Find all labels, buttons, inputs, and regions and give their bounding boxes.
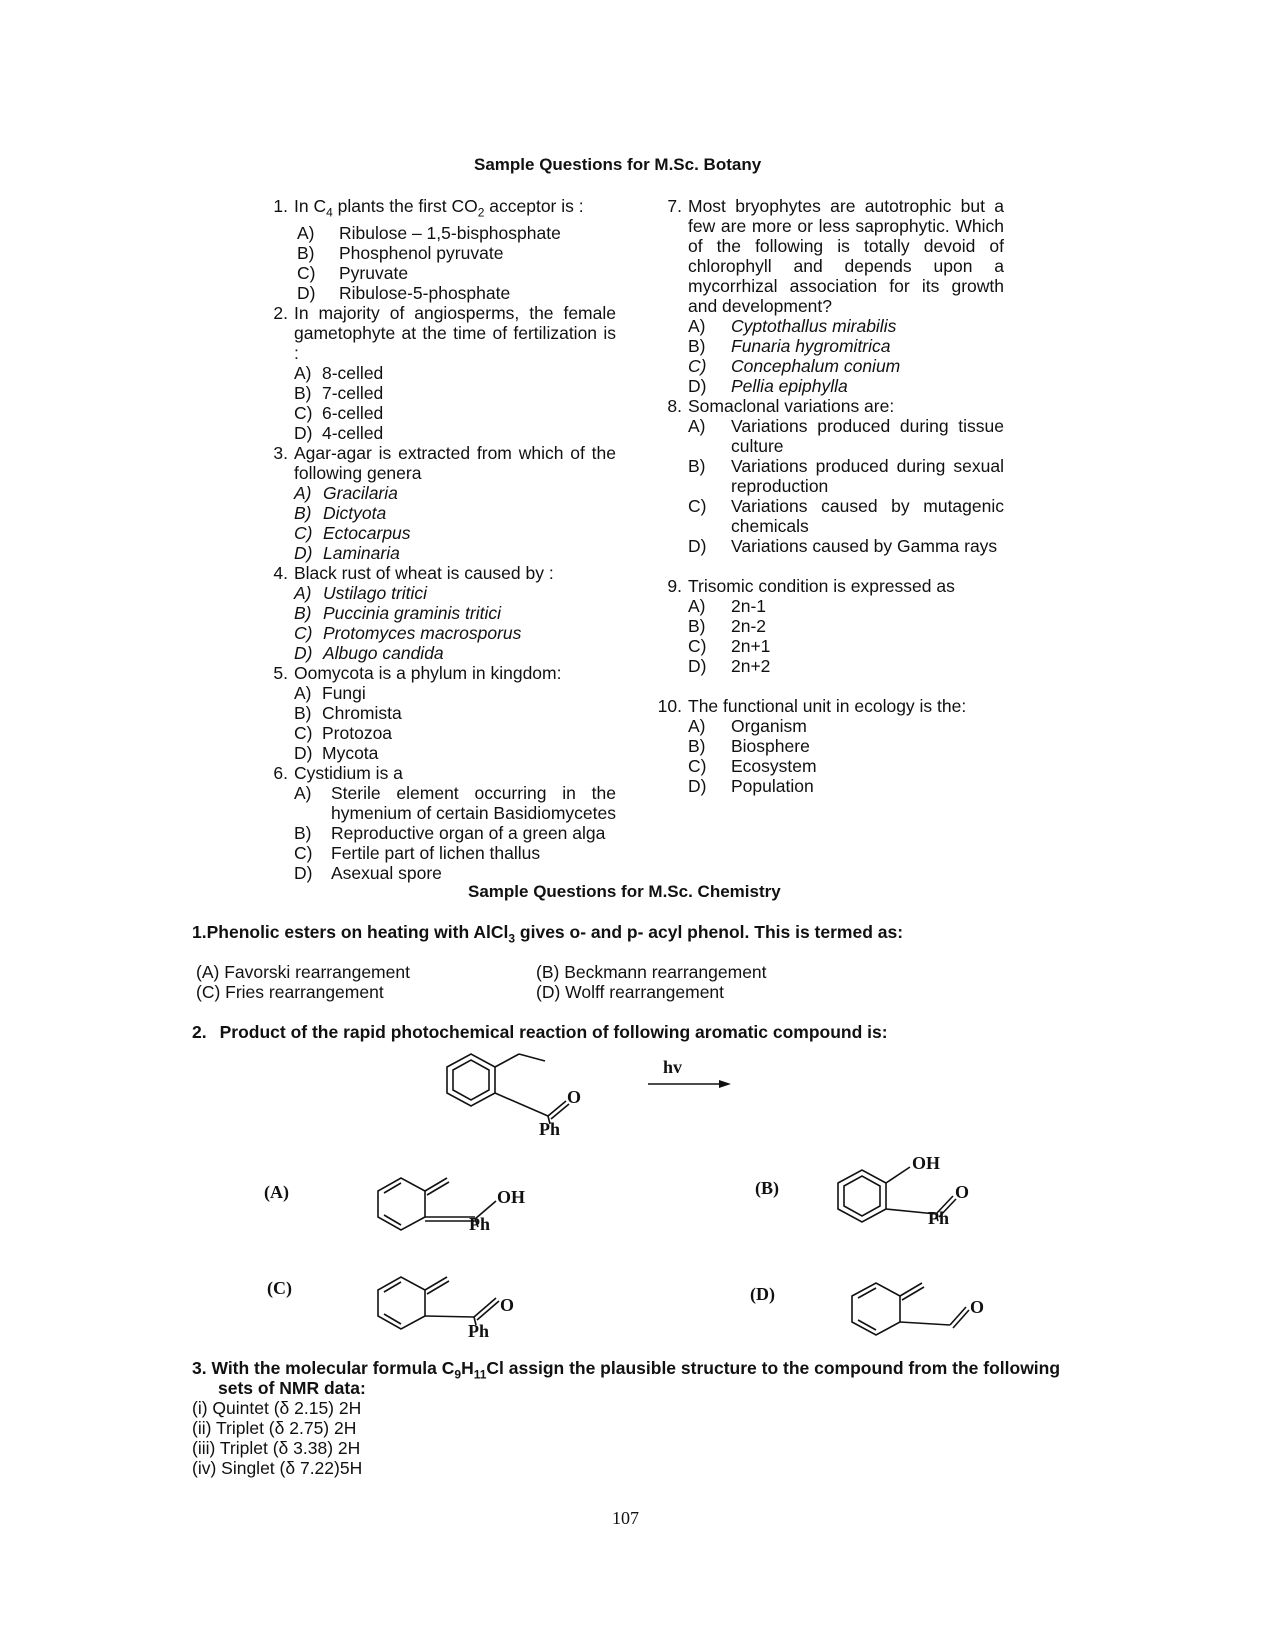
question-number: 5. <box>273 662 288 683</box>
option-b: B) Reproductive organ of a green alga <box>294 822 606 843</box>
option-d: D) 4-celled <box>294 422 384 443</box>
option-c: C) Protomyces macrosporus <box>294 622 522 643</box>
option-a: A) Ribulose – 1,5-bisphosphate <box>297 222 561 243</box>
option-d: D) Mycota <box>294 742 379 763</box>
option-d: D) 2n+2 <box>688 656 771 676</box>
reactant-structure <box>447 1054 569 1124</box>
option-d: D) Asexual spore <box>294 862 442 883</box>
option-c: C) Fertile part of lichen thallus <box>294 842 541 863</box>
chemistry-question-3-line2: sets of NMR data: <box>218 1378 366 1398</box>
question-number: 8. <box>667 396 682 416</box>
question-number: 2. <box>273 302 288 323</box>
option-b: B) Puccinia graminis tritici <box>294 602 501 623</box>
c-ph-label: Ph <box>468 1321 490 1341</box>
question-number: 1. <box>273 196 288 216</box>
question-text: Trisomic condition is expressed as <box>688 576 955 596</box>
reactant-o-label: O <box>567 1087 582 1107</box>
question-text: Most bryophytes are autotrophic but a few are more or less saprophytic. Which of the following is totally devoid of chlorophyll and depends upon a mycorrhizal association for its growth and development? <box>688 196 1004 316</box>
arrow-hv-label: hv <box>663 1057 683 1077</box>
chem-q1-option-b: (B) Beckmann rearrangement <box>536 962 767 982</box>
chemistry-question-3-text: 3. With the molecular formula $C_9H_{11}Cl$ assign the plausible structure to the compound from the following <box>192 1358 1061 1382</box>
option-c: C) 2n+1 <box>688 636 771 656</box>
option-a: A) 2n-1 <box>688 596 767 616</box>
option-c: C) Variations caused by mutagenic chemicals <box>688 496 1004 536</box>
option-a: A) Ustilago tritici <box>294 582 428 603</box>
question-text: Cystidium is a <box>294 762 403 783</box>
question-text: In majority of angiosperms, the female gametophyte at the time of fertilization is : <box>294 302 616 363</box>
option-d: D) Variations caused by Gamma rays <box>688 536 998 556</box>
option-b: B) Dictyota <box>294 502 387 523</box>
c-o-label: O <box>500 1295 515 1315</box>
label-c: (C) <box>267 1278 292 1298</box>
option-c: C) Ecosystem <box>688 756 817 776</box>
nmr-data-2: (ii) Triplet (δ 2.75) 2H <box>192 1418 357 1438</box>
question-number: 7. <box>667 196 682 216</box>
option-b: B) 7-celled <box>294 382 384 403</box>
chem-q1-option-c: (C) Fries rearrangement <box>196 982 384 1002</box>
option-a: A) Gracilaria <box>294 482 398 503</box>
botany-title: Sample Questions for M.Sc. Botany <box>474 155 762 174</box>
option-b: B) Phosphenol pyruvate <box>297 242 504 263</box>
chemistry-question-2-text: 2. Product of the rapid photochemical reaction of following aromatic compound is: <box>192 1022 888 1042</box>
option-d: D) Pellia epiphylla <box>688 376 848 396</box>
d-o-label: O <box>970 1297 985 1317</box>
option-c: C) Ectocarpus <box>294 522 411 543</box>
option-d: D) Ribulose-5-phosphate <box>297 282 511 303</box>
b-ph-label: Ph <box>928 1208 950 1228</box>
nmr-data-3: (iii) Triplet (δ 3.38) 2H <box>192 1438 361 1458</box>
label-a: (A) <box>264 1182 289 1202</box>
question-number: 9. <box>667 576 682 596</box>
option-d: D) Population <box>688 776 814 796</box>
b-o-label: O <box>955 1182 970 1202</box>
option-d-structure <box>852 1283 969 1335</box>
question-text: In $C_4$ plants the first $CO_2$ acceptor is : <box>294 196 584 220</box>
page-number: 107 <box>612 1508 639 1528</box>
reactant-ph-label: Ph <box>539 1119 561 1139</box>
a-ph-label: Ph <box>469 1214 491 1234</box>
chemistry-title: Sample Questions for M.Sc. Chemistry <box>468 882 781 901</box>
option-b: B) Funaria hygromitrica <box>688 336 891 356</box>
option-c: C) Concephalum conium <box>688 356 901 376</box>
label-b: (B) <box>755 1178 779 1198</box>
chem-q1-option-a: (A) Favorski rearrangement <box>196 962 410 982</box>
option-a: A) 8-celled <box>294 362 384 383</box>
nmr-data-4: (iv) Singlet (δ 7.22)5H <box>192 1458 363 1478</box>
option-a: A) Fungi <box>294 682 366 703</box>
b-oh-label: OH <box>912 1153 941 1173</box>
arrow-head <box>719 1080 731 1088</box>
a-oh-label: OH <box>497 1187 526 1207</box>
option-a: A) Organism <box>688 716 807 736</box>
option-d: D) Albugo candida <box>294 642 444 663</box>
question-text: Black rust of wheat is caused by : <box>294 562 554 583</box>
option-b: B) Biosphere <box>688 736 810 756</box>
chem-q1-option-d: (D) Wolff rearrangement <box>536 982 725 1002</box>
question-number: 4. <box>273 562 288 583</box>
question-text: Oomycota is a phylum in kingdom: <box>294 662 562 683</box>
label-d: (D) <box>750 1284 775 1304</box>
question-text: The functional unit in ecology is the: <box>688 696 967 716</box>
option-a: A) Sterile element occurring in the hymenium of certain Basidiomycetes <box>294 782 616 823</box>
option-b: B) 2n-2 <box>688 616 767 636</box>
option-a: A) Variations produced during tissue culture <box>688 416 1004 456</box>
option-d: D) Laminaria <box>294 542 400 563</box>
question-number: 6. <box>273 762 288 783</box>
option-c: C) Pyruvate <box>297 262 409 283</box>
option-c: C) Protozoa <box>294 722 393 743</box>
question-number: 10. <box>657 696 682 716</box>
chemistry-question-1-text: 1.Phenolic esters on heating with AlCl$_3$ gives o- and p- acyl phenol. This is termed as: <box>192 922 904 946</box>
question-text: Somaclonal variations are: <box>688 396 895 416</box>
option-c: C) 6-celled <box>294 402 384 423</box>
option-b: B) Variations produced during sexual reproduction <box>688 456 1004 496</box>
question-text: Agar-agar is extracted from which of the following genera <box>294 442 616 483</box>
option-a: A) Cyptothallus mirabilis <box>688 316 897 336</box>
question-number: 3. <box>273 442 288 463</box>
nmr-data-1: (i) Quintet (δ 2.15) 2H <box>192 1398 362 1418</box>
option-b: B) Chromista <box>294 702 402 723</box>
